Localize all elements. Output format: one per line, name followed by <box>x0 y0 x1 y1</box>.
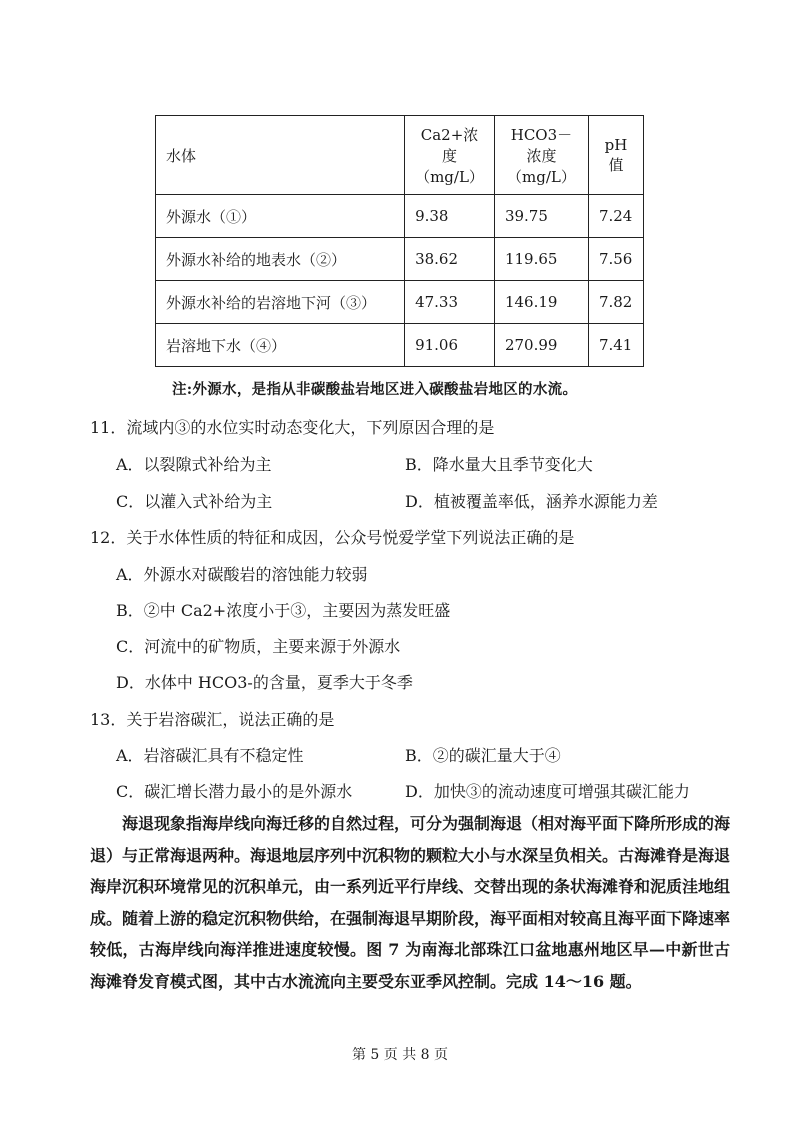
page-footer: 第 5 页 共 8 页 <box>351 1047 449 1063</box>
table-row <box>156 238 644 281</box>
cell-ph: 7.56 <box>588 238 643 281</box>
cell-ph: 7.41 <box>588 324 643 367</box>
question-11-option-a: A．以裂隙式补给为主 <box>116 455 272 474</box>
question-12-stem: 12．关于水体性质的特征和成因，公众号悦爱学堂下列说法正确的是 <box>90 528 575 547</box>
table-note: 注:外源水，是指从非碳酸盐岩地区进入碳酸盐岩地区的水流。 <box>172 381 578 398</box>
question-13-option-c: C．碳汇增长潜力最小的是外源水 <box>116 782 353 801</box>
question-11-option-d: D．植被覆盖率低，涵养水源能力差 <box>405 492 658 511</box>
question-13-option-d: D．加快③的流动速度可增强其碳汇能力 <box>405 782 690 801</box>
water-body-table <box>155 115 644 367</box>
question-12-option-a: A．外源水对碳酸岩的溶蚀能力较弱 <box>116 565 368 584</box>
question-12-option-c: C．河流中的矿物质，主要来源于外源水 <box>116 637 401 656</box>
cell-ca: 47.33 <box>405 281 495 324</box>
table-header-row <box>156 116 644 195</box>
passage-paragraph: 海退现象指海岸线向海迁移的自然过程，可分为强制海退（相对海平面下降所形成的海退）与正常海退两种。海退地层序列中沉积物的颗粒大小与水深呈负相关。古海滩脊是海退海岸沉积环境常见的沉积单元，由一系列近平行岸线、交替出现的条状海滩脊和泥质洼地组成。随着上游的稳定沉积物供给，在强制海退早期阶段，海平面相对较高且海平面下降速率较低，古海岸线向海洋推进速度较慢。图 7 为南海北部珠江口盆地惠州地区早—中新世古海滩脊发育模式图，其中古水流流向主要受东亚季风控制。完成 14～16 题。 <box>90 814 731 991</box>
cell-ca: 91.06 <box>405 324 495 367</box>
header-hco3-concentration: HCO3－浓度 （mg/L） <box>494 116 588 195</box>
table-row <box>156 324 644 367</box>
cell-ph: 7.24 <box>588 195 643 238</box>
cell-water-body: 外源水补给的地表水（②） <box>156 238 405 281</box>
question-13-option-a: A．岩溶碳汇具有不稳定性 <box>116 746 304 765</box>
table-row <box>156 195 644 238</box>
header-ph: pH 值 <box>588 116 643 195</box>
header-water-body: 水体 <box>156 116 405 195</box>
question-11-option-c: C．以灌入式补给为主 <box>116 492 273 511</box>
question-12-option-d: D．水体中 HCO3-的含量，夏季大于冬季 <box>116 673 413 692</box>
question-13-option-b: B．②的碳汇量大于④ <box>405 746 561 765</box>
cell-hco3: 119.65 <box>494 238 588 281</box>
question-13-stem: 13．关于岩溶碳汇，说法正确的是 <box>90 710 335 729</box>
question-12-option-b: B．②中 Ca2+浓度小于③，主要因为蒸发旺盛 <box>116 601 451 620</box>
header-ca-concentration: Ca2+浓度 （mg/L） <box>405 116 495 195</box>
question-11-stem: 11．流域内③的水位实时动态变化大，下列原因合理的是 <box>90 418 495 437</box>
cell-water-body: 外源水（①） <box>156 195 405 238</box>
cell-hco3: 146.19 <box>494 281 588 324</box>
cell-water-body: 外源水补给的岩溶地下河（③） <box>156 281 405 324</box>
question-11-option-b: B．降水量大且季节变化大 <box>405 455 593 474</box>
cell-ca: 9.38 <box>405 195 495 238</box>
cell-ca: 38.62 <box>405 238 495 281</box>
cell-hco3: 270.99 <box>494 324 588 367</box>
table-row <box>156 281 644 324</box>
cell-water-body: 岩溶地下水（④） <box>156 324 405 367</box>
cell-hco3: 39.75 <box>494 195 588 238</box>
cell-ph: 7.82 <box>588 281 643 324</box>
